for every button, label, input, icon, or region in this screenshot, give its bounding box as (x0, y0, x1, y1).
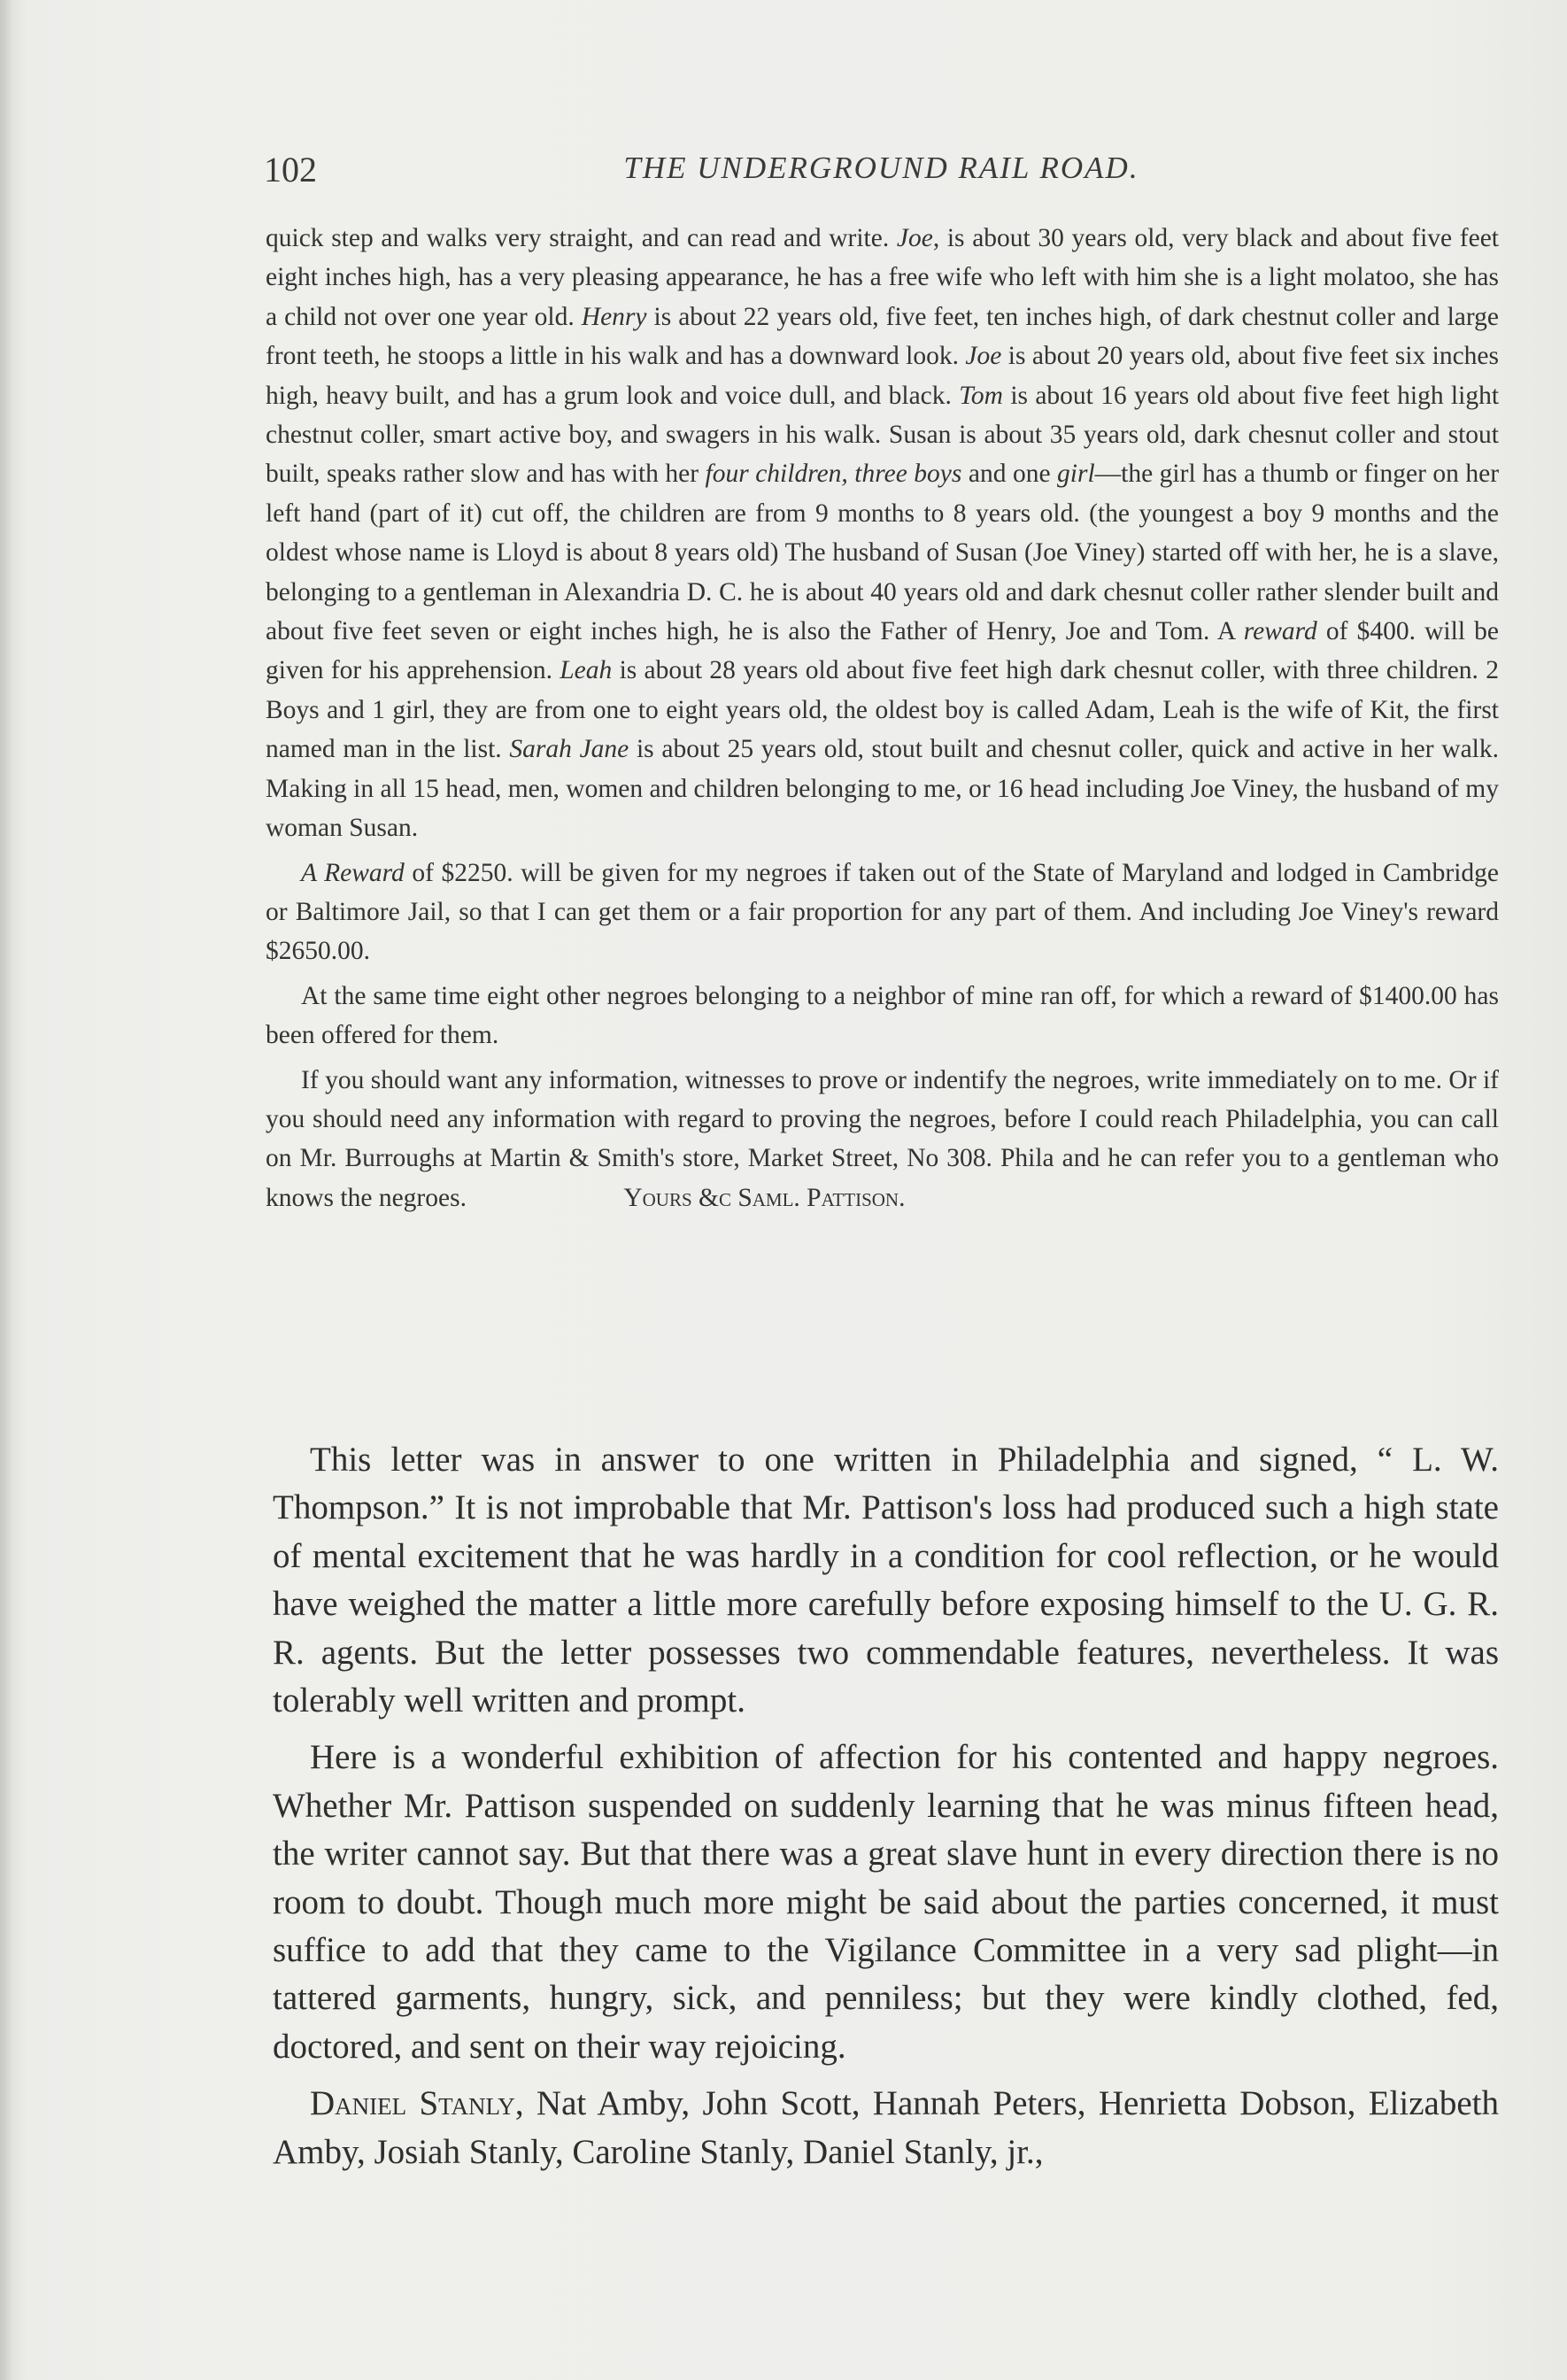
running-title: THE UNDERGROUND RAIL ROAD. (623, 151, 1139, 185)
page-gutter-shadow (0, 0, 12, 2380)
running-head (264, 149, 1499, 202)
quoted-letter (266, 219, 1499, 1217)
letter-paragraph-3: At the same time eight other negroes belonging to a neighbor of mine ran off, for which a reward of $1400.00 has been offered for them. (266, 981, 1499, 1050)
letter-paragraph-4: If you should want any information, witnesses to prove or indentify the negroes, write immediately on to me. Or if you should need any information with regard to proving the negroes, before I could reach Philadelphia, you can call on Mr. Burroughs at Martin & Smith's store, Market Street, No 308. Phila and he can refer you to a gentleman who knows the negroes. Yours &c Saml. Pattison. (266, 1065, 1499, 1212)
letter-paragraph-2: A Reward of $2250. will be given for my negroes if taken out of the State of Maryland and lodged in Cambridge or Baltimore Jail, so that I can get them or a fair proportion for any part of them. And including Joe Viney's reward $2650.00. (266, 858, 1499, 966)
letter-paragraph-1: quick step and walks very straight, and can read and write. Joe, is about 30 years old, very black and about five feet eight inches high, has a very pleasing appearance, he has a free wife who left with him she is a light molatoo, she has a child not over one year old. Henry is about 22 years old, five feet, ten inches high, of dark chestnut coller and large front teeth, he stoops a little in his walk and has a downward look. Joe is about 20 years old, about five feet six inches high, heavy built, and has a grum look and voice dull, and black. Tom is about 16 years old about five feet high light chestnut coller, smart active boy, and swagers in his walk. Susan is about 35 years old, dark chesnut coller and stout built, speaks rather slow and has with her four children, three boys and one girl—the girl has a thumb or finger on her left hand (part of it) cut off, the children are from 9 months to 8 years old. (the youngest a boy 9 months and the oldest whose name is Lloyd is about 8 years old) The husband of Susan (Joe Viney) started off with her, he is a slave, belonging to a gentleman in Alexandria D. C. he is about 40 years old and dark chesnut coller rather slender built and about five feet seven or eight inches high, he is also the Father of Henry, Joe and Tom. A reward of $400. will be given for his apprehension. Leah is about 28 years old about five feet high dark chesnut coller, with three children. 2 Boys and 1 girl, they are from one to eight years old, the oldest boy is called Adam, Leah is the wife of Kit, the first named man in the list. Sarah Jane is about 25 years old, stout built and chesnut coller, quick and active in her walk. Making in all 15 head, men, women and children belonging to me, or 16 head including Joe Viney, the husband of my woman Susan. (266, 224, 1500, 843)
narrative-paragraph-3: Daniel Stanly, Nat Amby, John Scott, Hannah Peters, Henrietta Dobson, Elizabeth Amby, Josiah Stanly, Caroline Stanly, Daniel Stanly, jr., (273, 2084, 1499, 2171)
letter-signature: Yours &c Saml. Pattison. (623, 1183, 906, 1212)
page-number: 102 (264, 150, 317, 189)
narrative-text (273, 1436, 1499, 2176)
narrative-paragraph-2: Here is a wonderful exhibition of affection for his contented and happy negroes. Whether Mr. Pattison suspended on suddenly learning that he was minus fifteen head, the writer cannot say. But that there was a great slave hunt in every direction there is no room to doubt. Though much more might be said about the parties concerned, it must suffice to add that they came to the Vigilance Committee in a very sad plight—in tattered garments, hungry, sick, and penniless; but they were kindly clothed, fed, doctored, and sent on their way rejoicing. (273, 1738, 1499, 2066)
narrative-paragraph-1: This letter was in answer to one written in Philadelphia and signed, “ L. W. Thompson.” It is not improbable that Mr. Pattison's loss had produced such a high state of mental excitement that he was hardly in a condition for cool reflection, or he would have weighed the matter a little more carefully before exposing himself to the U. G. R. R. agents. But the letter possesses two commendable features, nevertheless. It was tolerably well written and prompt. (273, 1441, 1499, 1720)
party-lead-name: Daniel Stanly (310, 2084, 515, 2123)
